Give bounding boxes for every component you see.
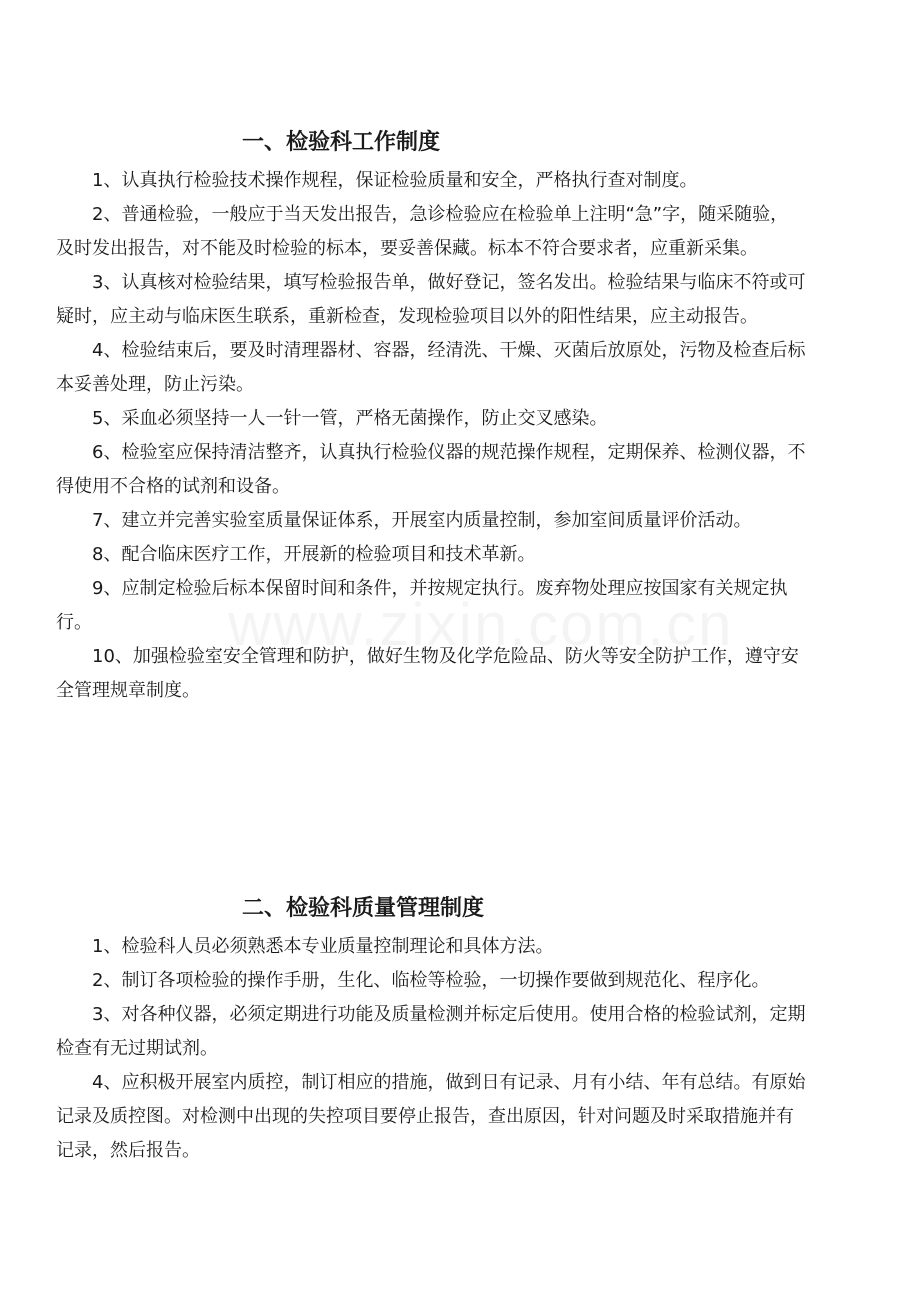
rule-item-10: 10、加强检验室安全管理和防护，做好生物及化学危险品、防火等安全防护工作，遵守安全管理规章制度。 xyxy=(56,646,799,701)
rule-item-1: 1、检验科人员必须熟悉本专业质量控制理论和具体方法。 xyxy=(92,936,554,957)
section-quality-rules xyxy=(56,894,806,1168)
rule-item-3: 3、认真核对检验结果，填写检验报告单，做好登记，签名发出。检验结果与临床不符或可疑时，应主动与临床医生联系，重新检查，发现检验项目以外的阳性结果，应主动报告。 xyxy=(56,272,806,327)
rule-item-2: 2、普通检验，一般应于当天发出报告，急诊检验应在检验单上注明“急”字，随采随验，及时发出报告，对不能及时检验的标本，要妥善保藏。标本不符合要求者，应重新采集。 xyxy=(56,204,789,259)
section-work-rules xyxy=(56,128,806,708)
rule-item-4: 4、应积极开展室内质控，制订相应的措施，做到日有记录、月有小结、年有总结。有原始记录及质控图。对检测中出现的失控项目要停止报告，查出原因，针对问题及时采取措施并有记录，然后报告。 xyxy=(56,1072,806,1161)
rule-item-9: 9、应制定检验后标本保留时间和条件，并按规定执行。废弃物处理应按国家有关规定执行。 xyxy=(56,578,788,633)
rule-item-7: 7、建立并完善实验室质量保证体系，开展室内质量控制，参加室间质量评价活动。 xyxy=(92,510,752,531)
rule-item-4: 4、检验结束后，要及时清理器材、容器，经清洗、干燥、灭菌后放原处，污物及检查后标本妥善处理，防止污染。 xyxy=(56,340,806,395)
section-title: 一、检验科工作制度 xyxy=(242,130,441,155)
section-title: 二、检验科质量管理制度 xyxy=(242,896,485,921)
rule-item-1: 1、认真执行检验技术操作规程，保证检验质量和安全，严格执行查对制度。 xyxy=(92,170,698,191)
rule-item-2: 2、制订各项检验的操作手册，生化、临检等检验，一切操作要做到规范化、程序化。 xyxy=(92,970,770,991)
rule-item-6: 6、检验室应保持清洁整齐，认真执行检验仪器的规范操作规程，定期保养、检测仪器，不得使用不合格的试剂和设备。 xyxy=(56,442,806,497)
rule-item-5: 5、采血必须坚持一人一针一管，严格无菌操作，防止交叉感染。 xyxy=(92,408,608,429)
rule-item-3: 3、对各种仪器，必须定期进行功能及质量检测并标定后使用。使用合格的检验试剂，定期检查有无过期试剂。 xyxy=(56,1004,806,1059)
rule-item-8: 8、配合临床医疗工作，开展新的检验项目和技术革新。 xyxy=(92,544,536,565)
